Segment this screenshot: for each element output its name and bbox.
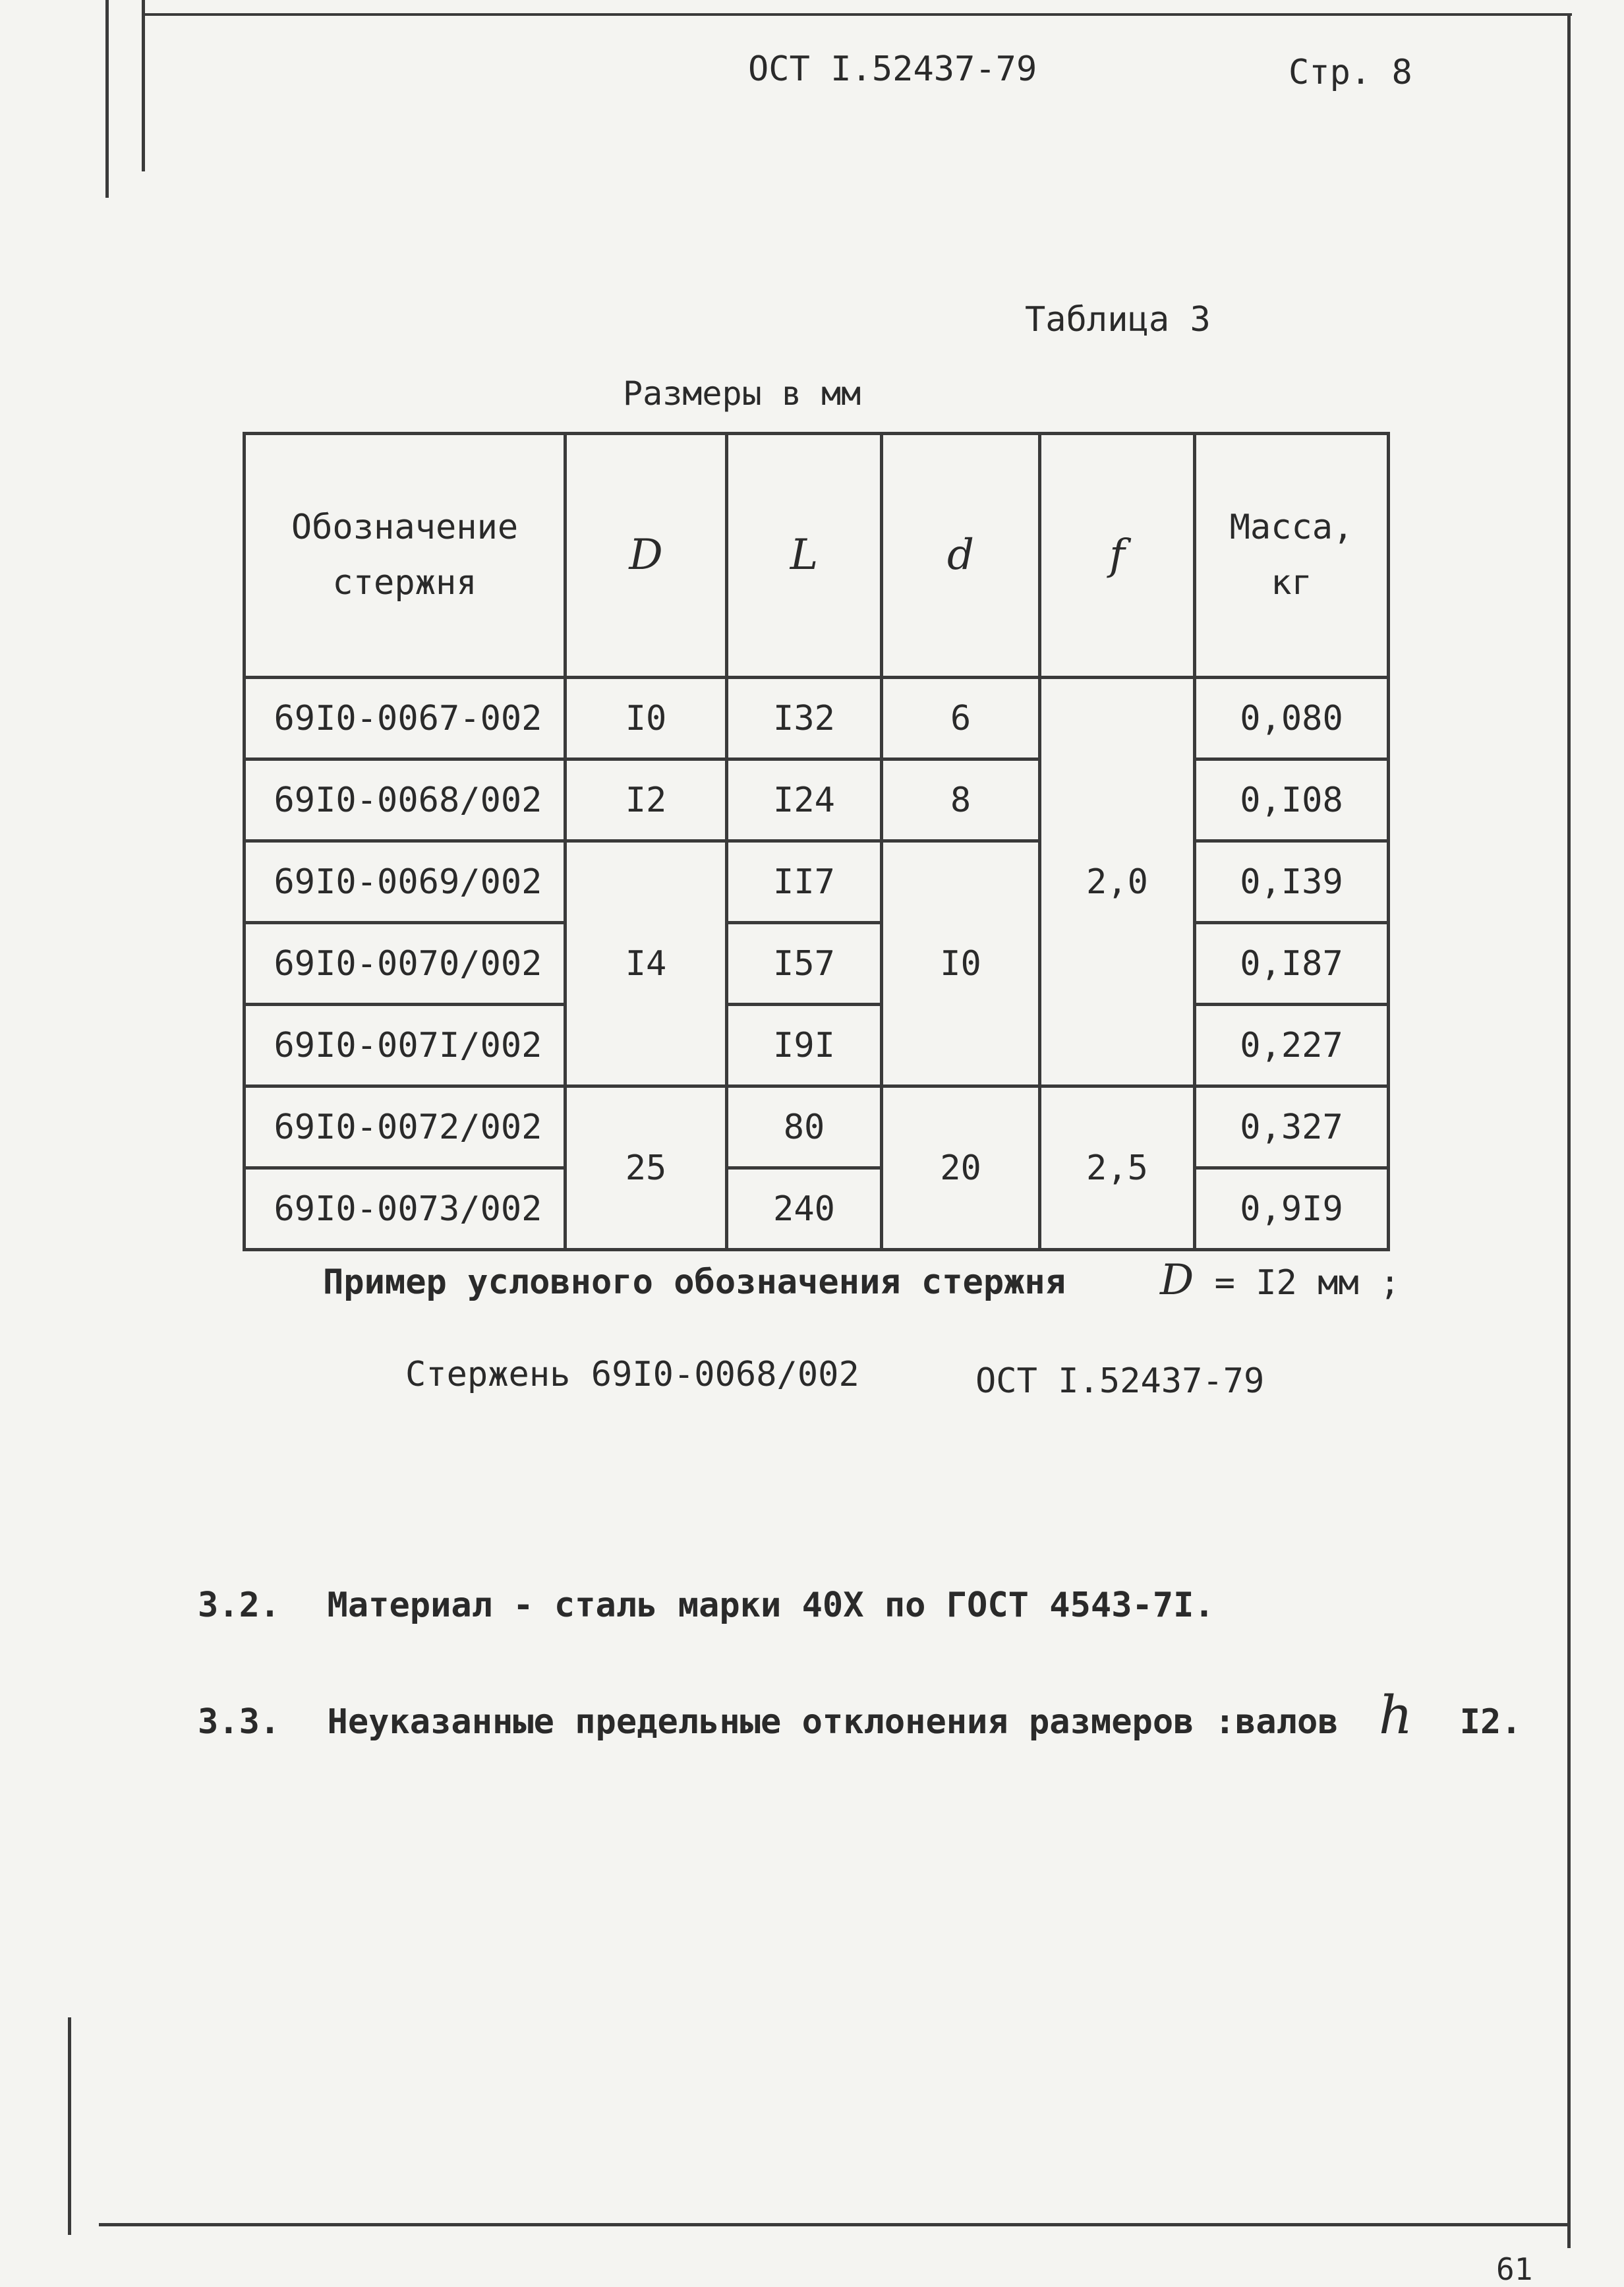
units-note: Размеры в мм (623, 374, 861, 413)
header-designation-line2: стержня (332, 562, 477, 603)
frame-bottom-line (99, 2223, 1571, 2226)
clause-tail: I2. (1459, 1702, 1522, 1742)
tolerance-h-symbol: h (1378, 1684, 1413, 1746)
header-d-symbol: d (947, 531, 974, 580)
clause-3-2 (198, 1586, 1215, 1625)
document-code: ОСТ I.52437-79 (748, 49, 1037, 89)
table-row (245, 1005, 1389, 1086)
dimension-table (243, 432, 1390, 1251)
frame-right-line (1567, 13, 1571, 2248)
header-L-symbol: L (790, 531, 819, 580)
clause-number: 3.3. (198, 1702, 281, 1742)
example-D-symbol: D (1160, 1256, 1194, 1305)
table-row (245, 841, 1389, 923)
header-d (882, 434, 1040, 678)
cell-L: I57 (727, 923, 882, 1005)
cell-mass: 0,I87 (1195, 923, 1389, 1005)
header-mass-line1: Масса, (1229, 508, 1354, 548)
header-D-symbol: D (629, 531, 663, 580)
header-designation-line1: Обозначение (291, 508, 519, 548)
cell-designation: 69I0-0069/002 (245, 841, 566, 923)
table-row (245, 1168, 1389, 1250)
table-row (245, 678, 1389, 759)
cell-L: I32 (727, 678, 882, 759)
header-D (566, 434, 727, 678)
clause-text: Неуказанные предельные отклонения размеров :валов (327, 1702, 1339, 1742)
cell-L: 80 (727, 1086, 882, 1168)
page-number: Стр. 8 (1289, 53, 1412, 92)
frame-top-line (142, 13, 1572, 16)
table-row (245, 1086, 1389, 1168)
cell-mass: 0,327 (1195, 1086, 1389, 1168)
cell-mass: 0,I39 (1195, 841, 1389, 923)
example-value: = I2 мм ; (1214, 1263, 1401, 1303)
cell-mass: 0,9I9 (1195, 1168, 1389, 1250)
binding-mark-top (105, 0, 109, 198)
sheet-number: 61 (1496, 2251, 1533, 2287)
clause-3-3 (198, 1684, 1522, 1746)
cell-mass: 0,227 (1195, 1005, 1389, 1086)
header-mass-line2: кг (1271, 562, 1312, 603)
header-f (1040, 434, 1195, 678)
clause-number: 3.2. (198, 1586, 281, 1625)
cell-d-merged-1: I0 (882, 841, 1040, 1086)
cell-D: I0 (566, 678, 727, 759)
table-header-row (245, 434, 1389, 678)
cell-d: 8 (882, 759, 1040, 841)
cell-mass: 0,080 (1195, 678, 1389, 759)
cell-designation: 69I0-0073/002 (245, 1168, 566, 1250)
binding-mark-bottom (68, 2017, 71, 2235)
cell-f-merged-1: 2,0 (1040, 678, 1195, 1086)
frame-left-line (142, 0, 145, 171)
cell-d: 6 (882, 678, 1040, 759)
cell-designation: 69I0-007I/002 (245, 1005, 566, 1086)
cell-L: I24 (727, 759, 882, 841)
table-caption: Таблица 3 (1025, 300, 1211, 340)
table-row (245, 923, 1389, 1005)
example-standard: ОСТ I.52437-79 (975, 1361, 1265, 1401)
cell-designation: 69I0-0070/002 (245, 923, 566, 1005)
cell-d-merged-2: 20 (882, 1086, 1040, 1250)
cell-designation: 69I0-0067-002 (245, 678, 566, 759)
example-value-group (1160, 1256, 1400, 1305)
header-mass (1195, 434, 1389, 678)
cell-designation: 69I0-0072/002 (245, 1086, 566, 1168)
cell-D: I2 (566, 759, 727, 841)
table-row (245, 759, 1389, 841)
cell-D-merged-2: 25 (566, 1086, 727, 1250)
cell-designation: 69I0-0068/002 (245, 759, 566, 841)
header-designation (245, 434, 566, 678)
cell-mass: 0,I08 (1195, 759, 1389, 841)
cell-L: I9I (727, 1005, 882, 1086)
example-text: Пример условного обозначения стержня (323, 1262, 1066, 1302)
cell-L: II7 (727, 841, 882, 923)
cell-D-merged-1: I4 (566, 841, 727, 1086)
clause-text: Материал - сталь марки 40Х по ГОСТ 4543-7I. (327, 1586, 1215, 1625)
header-L (727, 434, 882, 678)
cell-f-merged-2: 2,5 (1040, 1086, 1195, 1250)
header-f-symbol: f (1109, 531, 1125, 580)
cell-L: 240 (727, 1168, 882, 1250)
example-rod-name: Стержень 69I0-0068/002 (405, 1355, 859, 1394)
